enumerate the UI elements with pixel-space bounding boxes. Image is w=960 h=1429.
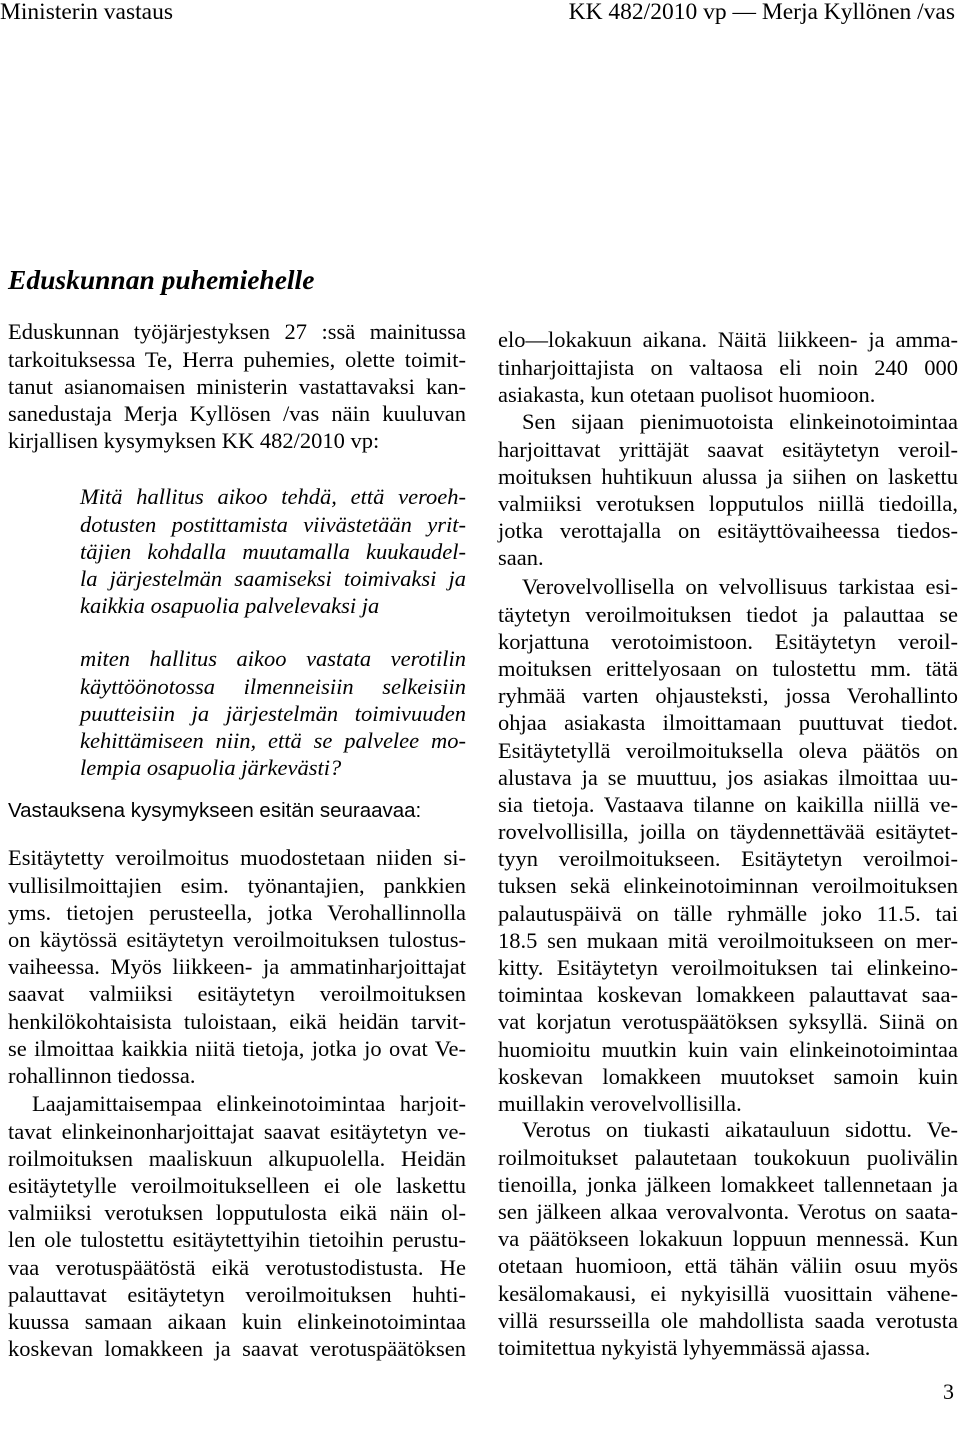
salutation-heading: Eduskunnan puhemiehelle (8, 264, 315, 295)
text-line: jotka verottajalla on esitäyttövaiheessa tiedos- (498, 518, 958, 544)
text-line: kesälomakausi, ei nykyisillä vuosittain vähene- (498, 1280, 958, 1306)
text-line: ohjaa asiakasta ilmoittamaan puuttuvat tiedot. (498, 710, 958, 736)
page-number: 3 (943, 1379, 954, 1404)
text-line: yms. tietojen perusteella, jotka Verohallinnolla (8, 899, 466, 925)
text-line: Laajamittaisempaa elinkeinotoimintaa harjoit- (32, 1091, 466, 1117)
answer-lead: Vastauksena kysymykseen esitän seuraavaa: (8, 799, 422, 823)
text-line: täytetyn veroilmoituksen tiedot ja palauttaa se (498, 601, 958, 627)
text-line: Sen sijaan pienimuotoista elinkeinotoimintaa (522, 409, 958, 435)
text-line: tarkoituksessa Te, Herra puhemies, olette toimit- (8, 346, 466, 372)
text-line: se ilmoittaa kaikkia niitä tietoja, jotka jo ovat Ve- (8, 1035, 466, 1061)
text-line: roilmoituksen maaliskuun alkupuolella. Heidän (8, 1145, 466, 1171)
text-line: kirjallisen kysymyksen KK 482/2010 vp: (8, 428, 380, 454)
text-line: toimintaa koskevan lomakkeen palauttavat saa- (498, 982, 958, 1008)
answer-paragraph-2 (8, 1090, 466, 1362)
text-line: dotusten postittamista viivästetään yrit- (80, 511, 466, 537)
text-line: saan. (498, 545, 544, 571)
text-line: vaa verotuspäätöstä eikä verotustodistusta. He (8, 1254, 466, 1280)
text-line: valmiiksi verotuksen lopputulosta eikä näin ol- (8, 1200, 466, 1226)
text-line: Eduskunnan työjärjestyksen 27 :ssä mainitussa (8, 319, 466, 345)
text-line: puutteisiin ja järjestelmän toimivuuden (80, 700, 466, 726)
text-line: on käytössä esitäytetyn veroilmoituksen tulostus- (8, 926, 466, 952)
text-line: muillakin verovelvollisilla. (498, 1090, 742, 1116)
text-line: kitty. Esitäytetyn veroilmoituksen tai elinkeino- (498, 955, 958, 981)
text-line: vullisilmoittajien esim. työnantajien, pankkien (8, 872, 466, 898)
intro-paragraph (8, 318, 466, 454)
text-line: harjoittavat yrittäjät saavat esitäytetyn veroil- (498, 436, 958, 462)
text-line: roilmoitukset palautetaan toukokuun puolivälin (498, 1144, 958, 1170)
answer-paragraph-1 (8, 844, 466, 1089)
text-line: kuussa samaan aikaan kuin elinkeinotoimintaa (8, 1308, 466, 1334)
text-line: valmiiksi verotuksen lopputulos niillä tiedoilla, (498, 490, 958, 516)
text-line: Esitäytetty veroilmoitus muodostetaan niiden si- (8, 845, 466, 871)
text-line: käyttöönotossa ilmenneisiin selkeisiin (80, 673, 466, 699)
text-line: rovelvollisilla, joilla on täydennettävää esitäytet- (498, 819, 958, 845)
text-line: Mitä hallitus aikoo tehdä, että veroeh- (80, 484, 466, 510)
text-line: alustava ja se muuttuu, jos asiakas ilmoittaa uu- (498, 764, 958, 790)
text-line: asiakasta, kun otetaan puolisot huomioon. (498, 381, 876, 407)
text-line: elo—lokakuun aikana. Näitä liikkeen- ja amma- (498, 327, 958, 353)
text-line: otetaan huomioon, että tähän väliin osuu myös (498, 1253, 958, 1279)
text-line: rohallinnon tiedossa. (8, 1062, 196, 1088)
text-line: tinharjoittajista on valtaosa eli noin 240 000 (498, 354, 958, 380)
text-line: palauttavat esitäytetyn veroilmoituksen huhti- (8, 1281, 466, 1307)
text-line: Verovelvollisella on velvollisuus tarkistaa esi- (522, 574, 958, 600)
answer-paragraph-5 (498, 1116, 958, 1361)
text-line: täjien kohdalla muutamalla kuukaudel- (80, 538, 466, 564)
text-line: moituksen huhtikuun alussa ja siihen on laskettu (498, 463, 958, 489)
text-line: vaiheessa. Myös liikkeen- ja ammatinharjoittajat (8, 954, 466, 980)
answer-paragraph-3 (498, 408, 958, 571)
text-line: sen jälkeen alkaa verovalvonta. Verotus on saata- (498, 1198, 958, 1224)
text-line: Esitäytetyllä veroilmoituksella oleva päätös on (498, 737, 958, 763)
text-line: toimitettua nykyistä lyhyemmässä ajassa. (498, 1334, 871, 1360)
text-line: miten hallitus aikoo vastata verotilin (80, 646, 466, 672)
text-line: esitäytetylle veroilmoitukselleen ei ole laskettu (8, 1172, 466, 1198)
text-line: ryhmää varten ohjausteksti, jossa Verohallinto (498, 683, 958, 709)
text-line: tavat elinkeinonharjoittajat saavat esitäytetyn ve- (8, 1118, 466, 1144)
answer-paragraph-2-continued (498, 326, 958, 408)
question-quote-part-1 (80, 483, 466, 619)
text-line: huomioitu muutkin kuin vain elinkeinotoimintaa (498, 1036, 958, 1062)
text-line: palautuspäivä on tälle ryhmälle joko 11.5. tai (498, 900, 958, 926)
text-line: Verotus on tiukasti aikatauluun sidottu. Ve- (522, 1117, 958, 1143)
text-line: tienoilla, jonka jälkeen lomakkeet tallennetaan ja (498, 1171, 958, 1197)
text-line: saavat valmiiksi esitäytetyn veroilmoituksen (8, 981, 466, 1007)
text-line: vat korjatun verotuspäätöksen syksyllä. Siinä on (498, 1009, 958, 1035)
text-line: kaikkia osapuolia palvelevaksi ja (80, 593, 380, 619)
text-line: villä resursseilla ole mahdollista saada verotusta (498, 1307, 958, 1333)
text-line: sanedustaja Merja Kyllösen /vas näin kuuluvan (8, 400, 466, 426)
text-line: moituksen erittelyosaan on tulostettu mm. tätä (498, 655, 958, 681)
text-line: kehittämiseen niin, että se palvelee mo- (80, 727, 466, 753)
question-quote-part-2 (80, 645, 466, 781)
text-line: 18.5 sen mukaan mitä veroilmoitukseen on mer- (498, 927, 958, 953)
text-line: koskevan lomakkeen ja saavat verotuspäätöksen (8, 1336, 466, 1362)
text-line: tuksen sekä elinkeinotoiminnan veroilmoituksen (498, 873, 958, 899)
running-header-section: Ministerin vastaus (0, 0, 173, 25)
text-line: lempia osapuolia järkevästi? (80, 755, 342, 781)
text-line: henkilökohtaisista tuloistaan, eikä heidän tarvit- (8, 1008, 466, 1034)
text-line: korjattuna verotoimistoon. Esitäytetyn veroil- (498, 628, 958, 654)
text-line: tanut asianomaisen ministerin vastattavaksi kan- (8, 373, 466, 399)
answer-paragraph-4 (498, 573, 958, 1117)
text-line: sia tietoja. Vastaava tilanne on kaikilla niillä ve- (498, 791, 958, 817)
text-line: koskevan lomakkeen muutokset samoin kuin (498, 1063, 958, 1089)
text-line: tyyn veroilmoitukseen. Esitäytetyn veroilmoi- (498, 846, 958, 872)
running-header-reference: KK 482/2010 vp — Merja Kyllönen /vas (568, 0, 955, 25)
text-line: va päätökseen lokakuun loppuun mennessä. Kun (498, 1226, 958, 1252)
text-line: la järjestelmän saamiseksi toimivaksi ja (80, 565, 466, 591)
text-line: len ole tulostettu esitäytettyihin tietoihin perustu- (8, 1227, 466, 1253)
